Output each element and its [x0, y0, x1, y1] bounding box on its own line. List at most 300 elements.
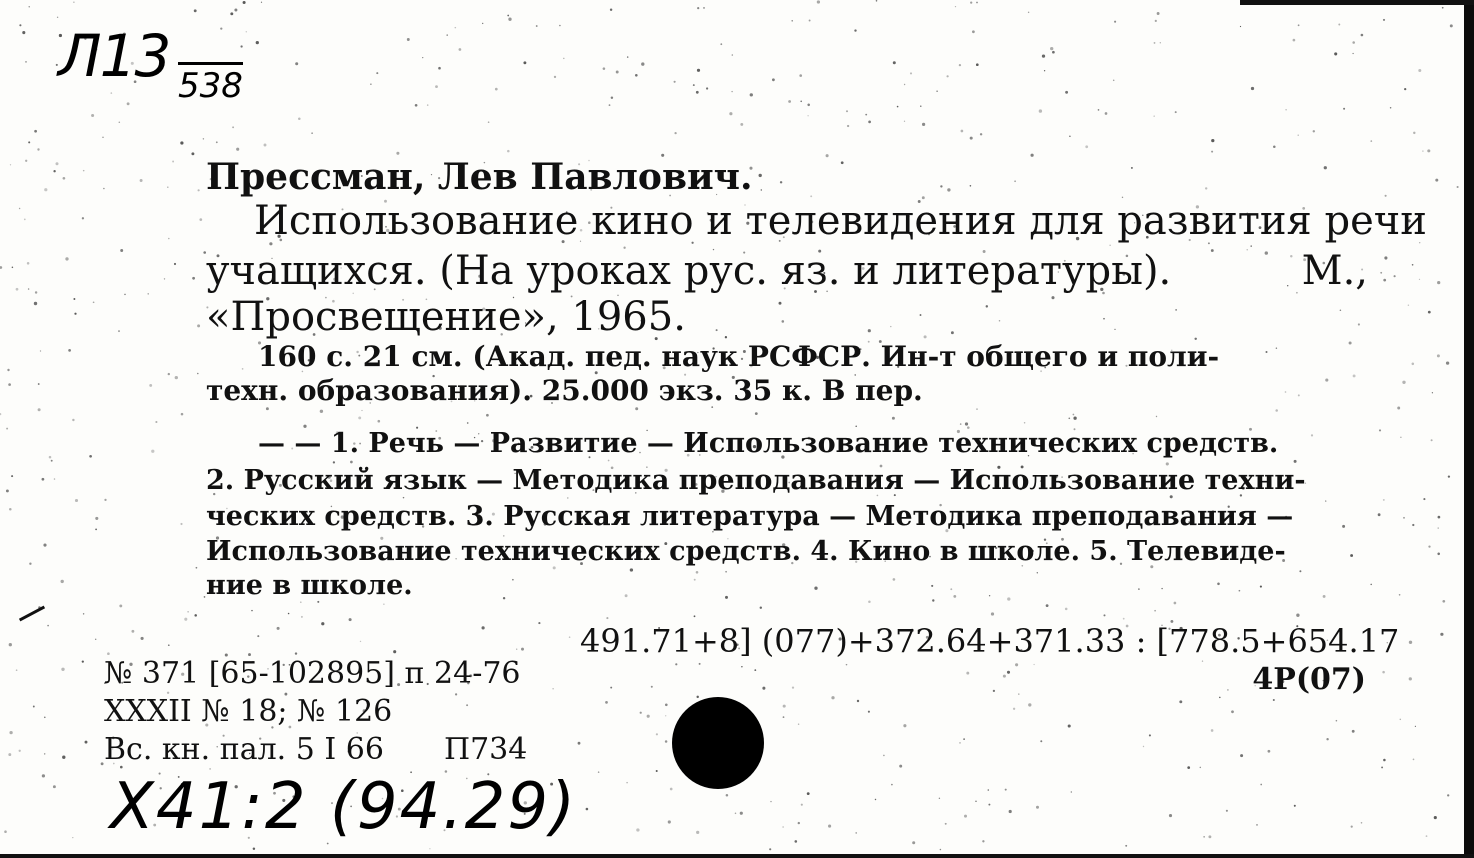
speckle [1276, 347, 1277, 348]
speckle [234, 9, 237, 12]
speckle [1024, 422, 1026, 424]
speckle [891, 784, 893, 786]
speckle [731, 91, 732, 92]
speckle [904, 84, 905, 85]
speckle [141, 637, 144, 640]
speckle [83, 170, 85, 172]
speckle [197, 373, 199, 375]
speckle [74, 313, 76, 315]
speckle [976, 408, 978, 410]
speckle [1343, 108, 1345, 110]
speckle [455, 27, 457, 29]
subject-line-2: 2. Русский язык — Методика преподавания — Использование техни- [206, 465, 1306, 496]
speckle [1179, 700, 1182, 703]
speckle [0, 266, 2, 269]
speckle [846, 664, 848, 666]
speckle [559, 25, 561, 27]
speckle [1040, 740, 1042, 742]
speckle [446, 34, 447, 35]
speckle [826, 154, 829, 157]
speckle [801, 804, 803, 806]
speckle [1361, 34, 1364, 37]
speckle [435, 85, 438, 88]
speckle [8, 753, 11, 756]
speckle [986, 305, 988, 307]
title-line-1: Использование кино и телевидения для развития речи [254, 198, 1427, 244]
speckle [216, 141, 218, 143]
speckle [482, 23, 483, 24]
speckle [1131, 167, 1133, 169]
speckle [1447, 794, 1449, 796]
speckle [966, 672, 969, 675]
speckle [403, 497, 405, 499]
speckle [899, 765, 902, 768]
speckle [1175, 111, 1177, 113]
speckle [817, 0, 820, 3]
speckle [38, 383, 40, 385]
speckle [1103, 318, 1105, 320]
speckle [610, 9, 612, 11]
speckle [792, 686, 794, 688]
speckle [1050, 47, 1053, 50]
speckle [28, 288, 30, 290]
speckle [42, 774, 45, 777]
subject-line-4: Использование технических средств. 4. Кино в школе. 5. Телевиде- [206, 536, 1286, 567]
speckle [1340, 310, 1342, 312]
speckle [181, 413, 184, 416]
speckle [1370, 140, 1372, 142]
speckle [1446, 361, 1449, 364]
speckle [783, 705, 786, 708]
speckle [1033, 664, 1034, 665]
speckle [1409, 641, 1412, 644]
speckle [586, 808, 589, 811]
speckle [1385, 195, 1387, 197]
speckle [25, 160, 27, 162]
speckle [131, 630, 134, 633]
speckle [194, 614, 197, 617]
speckle [1379, 429, 1381, 431]
speckle [1442, 600, 1445, 603]
speckle [755, 412, 758, 415]
speckle [1402, 381, 1405, 384]
speckle [965, 422, 968, 425]
speckle [750, 93, 753, 96]
speckle [455, 693, 457, 695]
speckle [1125, 845, 1127, 847]
speckle [1383, 279, 1386, 282]
speckle [647, 715, 650, 718]
speckle [1400, 437, 1401, 438]
speckle [696, 696, 698, 698]
speckle [1265, 351, 1267, 353]
speckle [675, 663, 677, 665]
speckle [51, 460, 53, 462]
speckle [311, 132, 313, 134]
speckle [772, 78, 775, 81]
speckle [1408, 304, 1409, 305]
speckle [769, 848, 771, 850]
speckle [24, 219, 26, 221]
speckle [868, 121, 871, 124]
speckle [841, 161, 844, 164]
speckle [1413, 759, 1415, 761]
speckle [12, 267, 14, 269]
speckle [779, 302, 782, 305]
speckle [854, 29, 856, 31]
speckle [253, 847, 255, 849]
speckle [107, 652, 110, 655]
speckle [1380, 272, 1382, 274]
speckle [1013, 708, 1015, 710]
speckle [242, 368, 244, 370]
speckle [1412, 524, 1414, 526]
speckle [791, 20, 793, 22]
speckle [1143, 746, 1144, 747]
speckle [415, 104, 418, 107]
speckle [85, 741, 88, 744]
speckle [1042, 54, 1045, 57]
speckle [903, 724, 906, 727]
speckle [1003, 675, 1006, 678]
speckle [1044, 70, 1045, 71]
speckle [1018, 693, 1019, 694]
speckle [656, 770, 658, 772]
speckle [627, 56, 628, 57]
speckle [61, 668, 64, 671]
speckle [1298, 135, 1299, 136]
speckle [1442, 7, 1444, 9]
speckle [999, 320, 1001, 322]
speckle [1428, 545, 1430, 547]
speckle [904, 121, 905, 122]
speckle [598, 771, 600, 773]
speckle [196, 567, 198, 569]
speckle [970, 1, 972, 3]
speckle [175, 376, 178, 379]
speckle [350, 461, 353, 464]
speckle [732, 54, 734, 56]
speckle [429, 848, 430, 849]
speckle [198, 189, 200, 191]
speckle [266, 407, 269, 410]
speckle [1114, 329, 1115, 330]
speckle [111, 92, 113, 94]
speckle [610, 687, 612, 689]
speckle [761, 189, 762, 190]
speckle [521, 648, 524, 651]
book-chamber-date: Вс. кн. пал. 5 I 66 [104, 732, 384, 767]
speckle [1399, 594, 1401, 596]
card-right-edge [1464, 0, 1474, 858]
speckle [1007, 671, 1010, 674]
speckle [740, 812, 743, 815]
speckle [57, 17, 58, 18]
speckle [168, 238, 170, 240]
speckle [1338, 24, 1340, 26]
speckle [1114, 21, 1116, 23]
speckle [729, 112, 732, 115]
speckle [1457, 186, 1459, 188]
speckle [16, 669, 18, 671]
speckle [699, 663, 701, 665]
speckle [1046, 604, 1049, 607]
speckle [641, 62, 644, 65]
speckle [855, 832, 857, 834]
speckle [961, 130, 964, 133]
speckle [9, 731, 12, 734]
speckle [168, 373, 170, 375]
speckle [256, 41, 259, 44]
speckle [651, 686, 653, 688]
speckle [807, 792, 810, 795]
speckle [1068, 417, 1070, 419]
speckle [972, 30, 975, 33]
speckle [61, 580, 64, 583]
speckle [940, 185, 942, 187]
speckle [1352, 41, 1355, 44]
speckle [693, 84, 695, 86]
speckle [317, 601, 319, 603]
speckle [970, 137, 973, 140]
subject-line-3: ческих средств. 3. Русская литература — Методика преподавания — [206, 501, 1294, 532]
speckle [951, 331, 954, 334]
speckle [1009, 810, 1012, 813]
speckle [608, 460, 610, 462]
collation-line-1: 160 с. 21 см. (Акад. пед. наук РСФСР. Ин-т общего и поли- [258, 340, 1220, 373]
speckle [10, 164, 11, 165]
speckle [73, 2, 74, 3]
speckle [1208, 835, 1211, 838]
speckle [883, 755, 885, 757]
speckle [102, 137, 103, 138]
speckle [964, 815, 967, 818]
speckle [82, 660, 84, 662]
speckle [62, 756, 65, 759]
speckle [1448, 475, 1450, 477]
speckle [569, 636, 571, 638]
speckle [232, 126, 234, 128]
speckle [295, 62, 298, 65]
speckle [1015, 663, 1018, 666]
speckle [1240, 754, 1243, 757]
speckle [349, 618, 352, 621]
speckle [22, 31, 25, 34]
speckle [180, 141, 183, 144]
speckle [174, 263, 176, 265]
speckle [34, 130, 37, 133]
speckle [1296, 614, 1299, 617]
speckle [798, 822, 800, 824]
speckle [857, 700, 859, 702]
speckle [1071, 791, 1072, 792]
speckle [616, 71, 619, 74]
speckle [507, 15, 509, 17]
speckle [893, 61, 896, 64]
speckle [1426, 835, 1428, 837]
speckle [38, 408, 41, 411]
speckle [554, 76, 556, 78]
speckle [68, 349, 71, 352]
speckle [65, 257, 68, 260]
speckle [762, 687, 765, 690]
speckle [1383, 759, 1386, 762]
speckle [963, 738, 965, 740]
speckle [321, 622, 324, 625]
speckle [295, 652, 297, 654]
title-line-2 [206, 248, 1368, 294]
speckle [626, 782, 628, 784]
speckle [1437, 553, 1440, 556]
speckle [1069, 135, 1071, 137]
speckle [155, 421, 157, 423]
speckle [1381, 766, 1383, 768]
speckle [47, 625, 49, 627]
speckle [668, 820, 671, 823]
speckle [49, 456, 52, 459]
speckle [960, 423, 962, 425]
speckle [970, 185, 972, 187]
speckle [298, 117, 301, 120]
speckle [72, 837, 73, 838]
speckle [1065, 608, 1068, 611]
speckle [1438, 516, 1441, 519]
speckle [636, 828, 639, 831]
speckle [180, 523, 182, 525]
speckle [982, 840, 984, 842]
speckle [1384, 256, 1387, 259]
speckle [735, 813, 737, 815]
speckle [19, 24, 21, 26]
speckle [1415, 726, 1416, 727]
bbk-index: 4Р(07) [1252, 662, 1366, 697]
speckle [19, 208, 20, 209]
speckle [1427, 149, 1430, 152]
speckle [1450, 24, 1453, 27]
speckle [1169, 814, 1172, 817]
speckle [1187, 766, 1190, 769]
speckle [975, 800, 977, 802]
speckle [507, 150, 510, 153]
speckle [288, 613, 290, 615]
speckle [1273, 145, 1276, 148]
speckle [361, 410, 362, 411]
speckle [1336, 720, 1338, 722]
speckle [486, 414, 489, 417]
speckle [696, 831, 699, 834]
speckle [947, 188, 950, 191]
title-line-2-text: учащихся. (На уроках рус. яз. и литературы). [206, 248, 1172, 294]
speckle [1109, 245, 1110, 246]
speckle [91, 114, 94, 117]
speckle [104, 499, 106, 501]
speckle [1160, 42, 1161, 43]
speckle [1412, 363, 1415, 366]
speckle [246, 31, 247, 32]
speckle [1202, 660, 1203, 661]
speckle [945, 823, 947, 825]
speckle [191, 152, 194, 155]
speckle [798, 723, 799, 724]
speckle [508, 18, 511, 21]
speckle [988, 804, 990, 806]
speckle [609, 104, 611, 106]
speckle [203, 138, 204, 139]
speckle [1211, 729, 1214, 732]
collation-line-2: техн. образования). 25.000 экз. 35 к. В пер. [206, 374, 923, 407]
speckle [1068, 724, 1071, 727]
speckle [151, 450, 154, 453]
speckle [1098, 109, 1100, 111]
speckle [396, 152, 399, 155]
speckle [383, 604, 384, 605]
speckle [358, 416, 361, 419]
speckle [1378, 513, 1381, 516]
speckle [706, 87, 708, 89]
speckle [1203, 836, 1204, 837]
speckle [936, 90, 937, 91]
speckle [29, 563, 31, 565]
speckle [11, 475, 13, 477]
speckle [89, 455, 92, 458]
speckle [1419, 279, 1420, 280]
speckle [1028, 12, 1029, 13]
speckle [1352, 730, 1355, 733]
speckle [1039, 109, 1042, 112]
speckle [1404, 88, 1406, 90]
speckle [868, 711, 870, 713]
speckle [53, 170, 55, 172]
speckle [846, 110, 848, 112]
speckle [6, 428, 8, 430]
speckle [868, 329, 871, 332]
speckle [665, 703, 668, 706]
speckle [578, 742, 581, 745]
publication-place: М., [1301, 248, 1368, 294]
speckle [407, 38, 410, 41]
speckle [1298, 394, 1300, 396]
speckle [168, 644, 170, 646]
speckle [40, 350, 41, 351]
speckle [1353, 374, 1356, 377]
speckle [1431, 439, 1433, 441]
speckle [1298, 24, 1300, 26]
speckle [1294, 805, 1296, 807]
speckle [360, 641, 361, 642]
speckle [538, 622, 540, 624]
speckle [192, 277, 195, 280]
speckle [220, 27, 222, 29]
speckle [0, 413, 1, 415]
speckle [1036, 806, 1039, 809]
speckle [1231, 710, 1234, 713]
speckle [75, 499, 78, 502]
speckle [760, 607, 762, 609]
speckle [422, 57, 423, 58]
speckle [1418, 69, 1421, 72]
speckle [782, 320, 785, 323]
speckle [393, 650, 396, 653]
speckle [635, 74, 638, 77]
speckle [9, 643, 12, 646]
speckle [119, 604, 122, 607]
speckle [73, 298, 75, 300]
speckle [563, 58, 565, 60]
speckle [988, 789, 990, 791]
speckle [1412, 264, 1414, 266]
speckle [892, 417, 895, 420]
speckle [95, 639, 96, 640]
